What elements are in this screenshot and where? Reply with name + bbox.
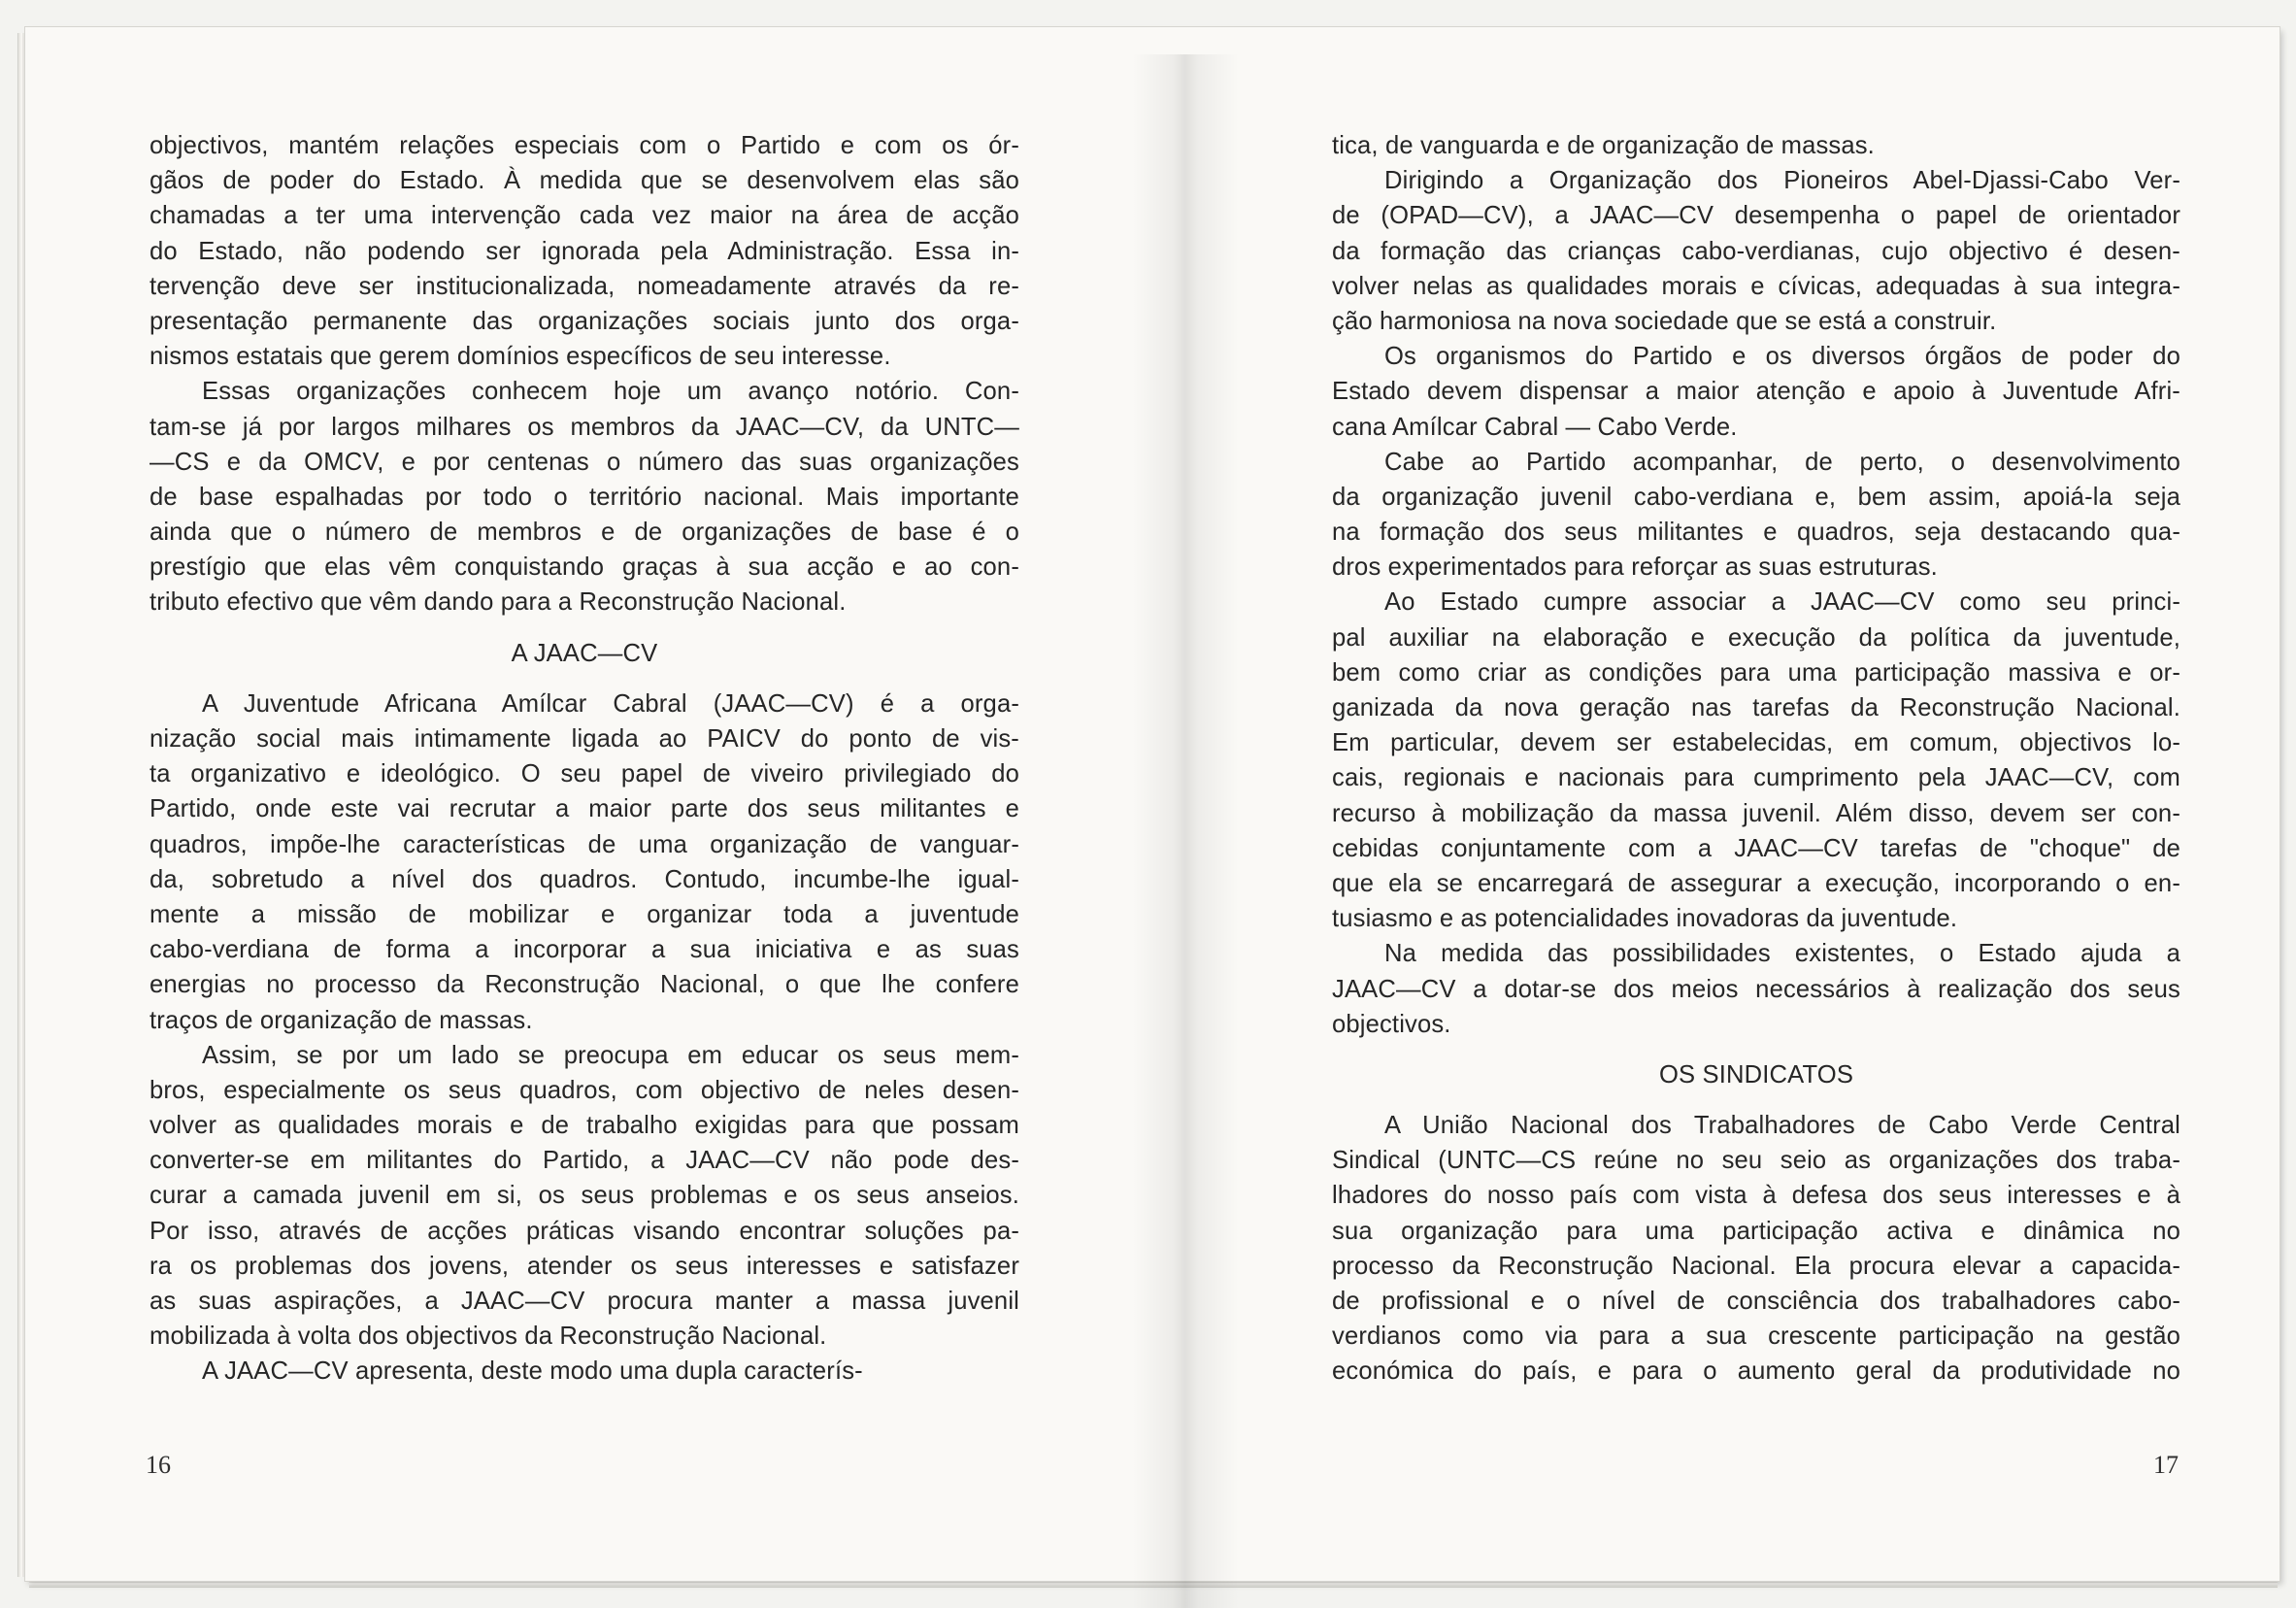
text-line: nização social mais intimamente ligada ao PAICV do ponto de vis- bbox=[150, 725, 1019, 753]
text-line: A JAAC—CV apresenta, deste modo uma dupla caracterís- bbox=[202, 1357, 863, 1386]
text-line: pal auxiliar na elaboração e execução da política da juventude, bbox=[1332, 623, 2180, 652]
text-line: cebidas conjuntamente com a JAAC—CV tarefas de "choque" de bbox=[1332, 834, 2180, 862]
text-line: de profissional e o nível de consciência dos trabalhadores cabo- bbox=[1332, 1288, 2180, 1315]
text-line: energias no processo da Reconstrução Nacional, o que lhe confere bbox=[150, 971, 1019, 999]
text-line: Em particular, devem ser estabelecidas, em comum, objectivos lo- bbox=[1332, 729, 2180, 757]
text-line: volver as qualidades morais e de trabalho exigidas para que possam bbox=[150, 1112, 1019, 1140]
text-line: as suas aspirações, a JAAC—CV procura manter a massa juvenil bbox=[150, 1288, 1019, 1315]
text-line: Os organismos do Partido e os diversos órgãos de poder do bbox=[1384, 343, 2180, 371]
text-line: económica do país, e para o aumento geral da produtividade no bbox=[1332, 1357, 2180, 1386]
text-line: da formação das crianças cabo-verdianas, cujo objectivo é desen- bbox=[1332, 237, 2180, 265]
left-page-text bbox=[150, 128, 1019, 1390]
text-line: Dirigindo a Organização dos Pioneiros Abel-Djassi-Cabo Ver- bbox=[1384, 167, 2180, 195]
text-line: Na medida das possibilidades existentes, o Estado ajuda a bbox=[1384, 940, 2180, 968]
text-line: da, sobretudo a nível dos quadros. Contudo, incumbe-lhe igual- bbox=[150, 865, 1019, 893]
text-line: Assim, se por um lado se preocupa em educar os seus mem- bbox=[202, 1041, 1019, 1069]
text-line: lhadores do nosso país com vista à defesa dos seus interesses e à bbox=[1332, 1182, 2180, 1210]
text-line: Partido, onde este vai recrutar a maior parte dos seus militantes e bbox=[150, 795, 1019, 823]
left-paragraphs-top bbox=[150, 128, 1019, 620]
right-page-text bbox=[1332, 128, 2180, 1390]
text-line: ainda que o número de membros e de organizações de base é o bbox=[150, 519, 1019, 547]
text-line: tam-se já por largos milhares os membros da JAAC—CV, da UNTC— bbox=[150, 413, 1019, 441]
text-line: JAAC—CV a dotar-se dos meios necessários à realização dos seus bbox=[1332, 975, 2180, 1003]
text-line: Sindical (UNTC—CS reúne no seu seio as organizações dos traba- bbox=[1332, 1147, 2180, 1175]
text-line: Cabe ao Partido acompanhar, de perto, o desenvolvimento bbox=[1384, 448, 2180, 476]
page-number-right: 17 bbox=[2153, 1451, 2179, 1479]
text-line: volver nelas as qualidades morais e cívicas, adequadas à sua integra- bbox=[1332, 272, 2180, 300]
text-line: quadros, impõe-lhe características de uma organização de vanguar- bbox=[150, 830, 1019, 858]
text-line: verdianos como via para a sua crescente participação na gestão bbox=[1332, 1323, 2180, 1351]
text-line: dros experimentados para reforçar as suas estruturas. bbox=[1332, 553, 1938, 582]
text-line: objectivos. bbox=[1332, 1010, 1451, 1038]
text-line: curar a camada juvenil em si, os seus problemas e os seus anseios. bbox=[150, 1182, 1019, 1210]
text-line: ra os problemas dos jovens, atender os seus interesses e satisfazer bbox=[150, 1252, 1019, 1280]
text-line: da organização juvenil cabo-verdiana e, bem assim, apoiá-la seja bbox=[1332, 483, 2180, 511]
text-line: ganizada da nova geração nas tarefas da Reconstrução Nacional. bbox=[1332, 694, 2180, 721]
text-line: —CS e da OMCV, e por centenas o número das suas organizações bbox=[150, 448, 1019, 476]
text-line: gãos de poder do Estado. À medida que se desenvolvem elas são bbox=[150, 167, 1019, 195]
text-line: presentação permanente das organizações sociais junto dos orga- bbox=[150, 307, 1019, 335]
text-line: Ao Estado cumpre associar a JAAC—CV como seu princi- bbox=[1384, 588, 2180, 617]
book-spread bbox=[25, 27, 2279, 1581]
text-line: objectivos, mantém relações especiais com o Partido e com os ór- bbox=[150, 132, 1019, 159]
text-line: ta organizativo e ideológico. O seu papel de viveiro privilegiado do bbox=[150, 760, 1019, 788]
text-line: A Juventude Africana Amílcar Cabral (JAAC—CV) é a orga- bbox=[202, 689, 1019, 718]
left-page bbox=[25, 27, 1171, 1581]
text-line: ção harmoniosa na nova sociedade que se está a construir. bbox=[1332, 307, 1997, 335]
page-number-left: 16 bbox=[146, 1451, 171, 1479]
section-heading-sindicatos: OS SINDICATOS bbox=[1658, 1060, 1854, 1089]
text-line: bem como criar as condições para uma participação massiva e or- bbox=[1332, 658, 2180, 687]
text-line: chamadas a ter uma intervenção cada vez maior na área de acção bbox=[150, 202, 1019, 230]
text-line: cais, regionais e nacionais para cumprimento pela JAAC—CV, com bbox=[1332, 764, 2180, 792]
text-line: processo da Reconstrução Nacional. Ela procura elevar a capacida- bbox=[1332, 1252, 2180, 1280]
left-paragraphs-bottom bbox=[150, 687, 1019, 1390]
text-line: bros, especialmente os seus quadros, com objectivo de neles desen- bbox=[150, 1076, 1019, 1104]
text-line: Estado devem dispensar a maior atenção e apoio à Juventude Afri- bbox=[1332, 378, 2180, 406]
text-line: do Estado, não podendo ser ignorada pela Administração. Essa in- bbox=[150, 237, 1019, 265]
text-line: tusiasmo e as potencialidades inovadoras da juventude. bbox=[1332, 905, 1958, 933]
text-line: tica, de vanguarda e de organização de massas. bbox=[1332, 132, 1875, 159]
text-line: tributo efectivo que vêm dando para a Reconstrução Nacional. bbox=[150, 588, 847, 617]
section-heading-jaac: A JAAC—CV bbox=[511, 639, 658, 667]
text-line: de (OPAD—CV), a JAAC—CV desempenha o papel de orientador bbox=[1332, 202, 2180, 230]
text-line: tervenção deve ser institucionalizada, nomeadamente através da re- bbox=[150, 272, 1019, 300]
text-line: sua organização para uma participação activa e dinâmica no bbox=[1332, 1217, 2180, 1245]
text-line: cana Amílcar Cabral — Cabo Verde. bbox=[1332, 413, 1738, 441]
text-line: Essas organizações conhecem hoje um avanço notório. Con- bbox=[202, 378, 1019, 406]
text-line: nismos estatais que gerem domínios específicos de seu interesse. bbox=[150, 343, 891, 371]
text-line: converter-se em militantes do Partido, a JAAC—CV não pode des- bbox=[150, 1147, 1019, 1175]
right-page bbox=[1171, 27, 2279, 1581]
text-line: A União Nacional dos Trabalhadores de Cabo Verde Central bbox=[1384, 1112, 2180, 1140]
text-line: recurso à mobilização da massa juvenil. Além disso, devem ser con- bbox=[1332, 799, 2180, 827]
text-line: cabo-verdiana de forma a incorporar a sua iniciativa e as suas bbox=[150, 936, 1019, 964]
text-line: mobilizada à volta dos objectivos da Reconstrução Nacional. bbox=[150, 1323, 827, 1351]
text-line: traços de organização de massas. bbox=[150, 1006, 533, 1034]
text-line: mente a missão de mobilizar e organizar toda a juventude bbox=[150, 900, 1019, 928]
text-line: de base espalhadas por todo o território nacional. Mais importante bbox=[150, 483, 1019, 511]
text-line: Por isso, através de acções práticas visando encontrar soluções pa- bbox=[150, 1217, 1019, 1245]
text-line: prestígio que elas vêm conquistando graças à sua acção e ao con- bbox=[150, 553, 1019, 582]
text-line: na formação dos seus militantes e quadros, seja destacando qua- bbox=[1332, 519, 2180, 547]
right-paragraphs-top bbox=[1332, 128, 2180, 1042]
right-paragraphs-bottom bbox=[1332, 1108, 2180, 1390]
text-line: que ela se encarregará de assegurar a execução, incorporando o en- bbox=[1332, 869, 2180, 897]
